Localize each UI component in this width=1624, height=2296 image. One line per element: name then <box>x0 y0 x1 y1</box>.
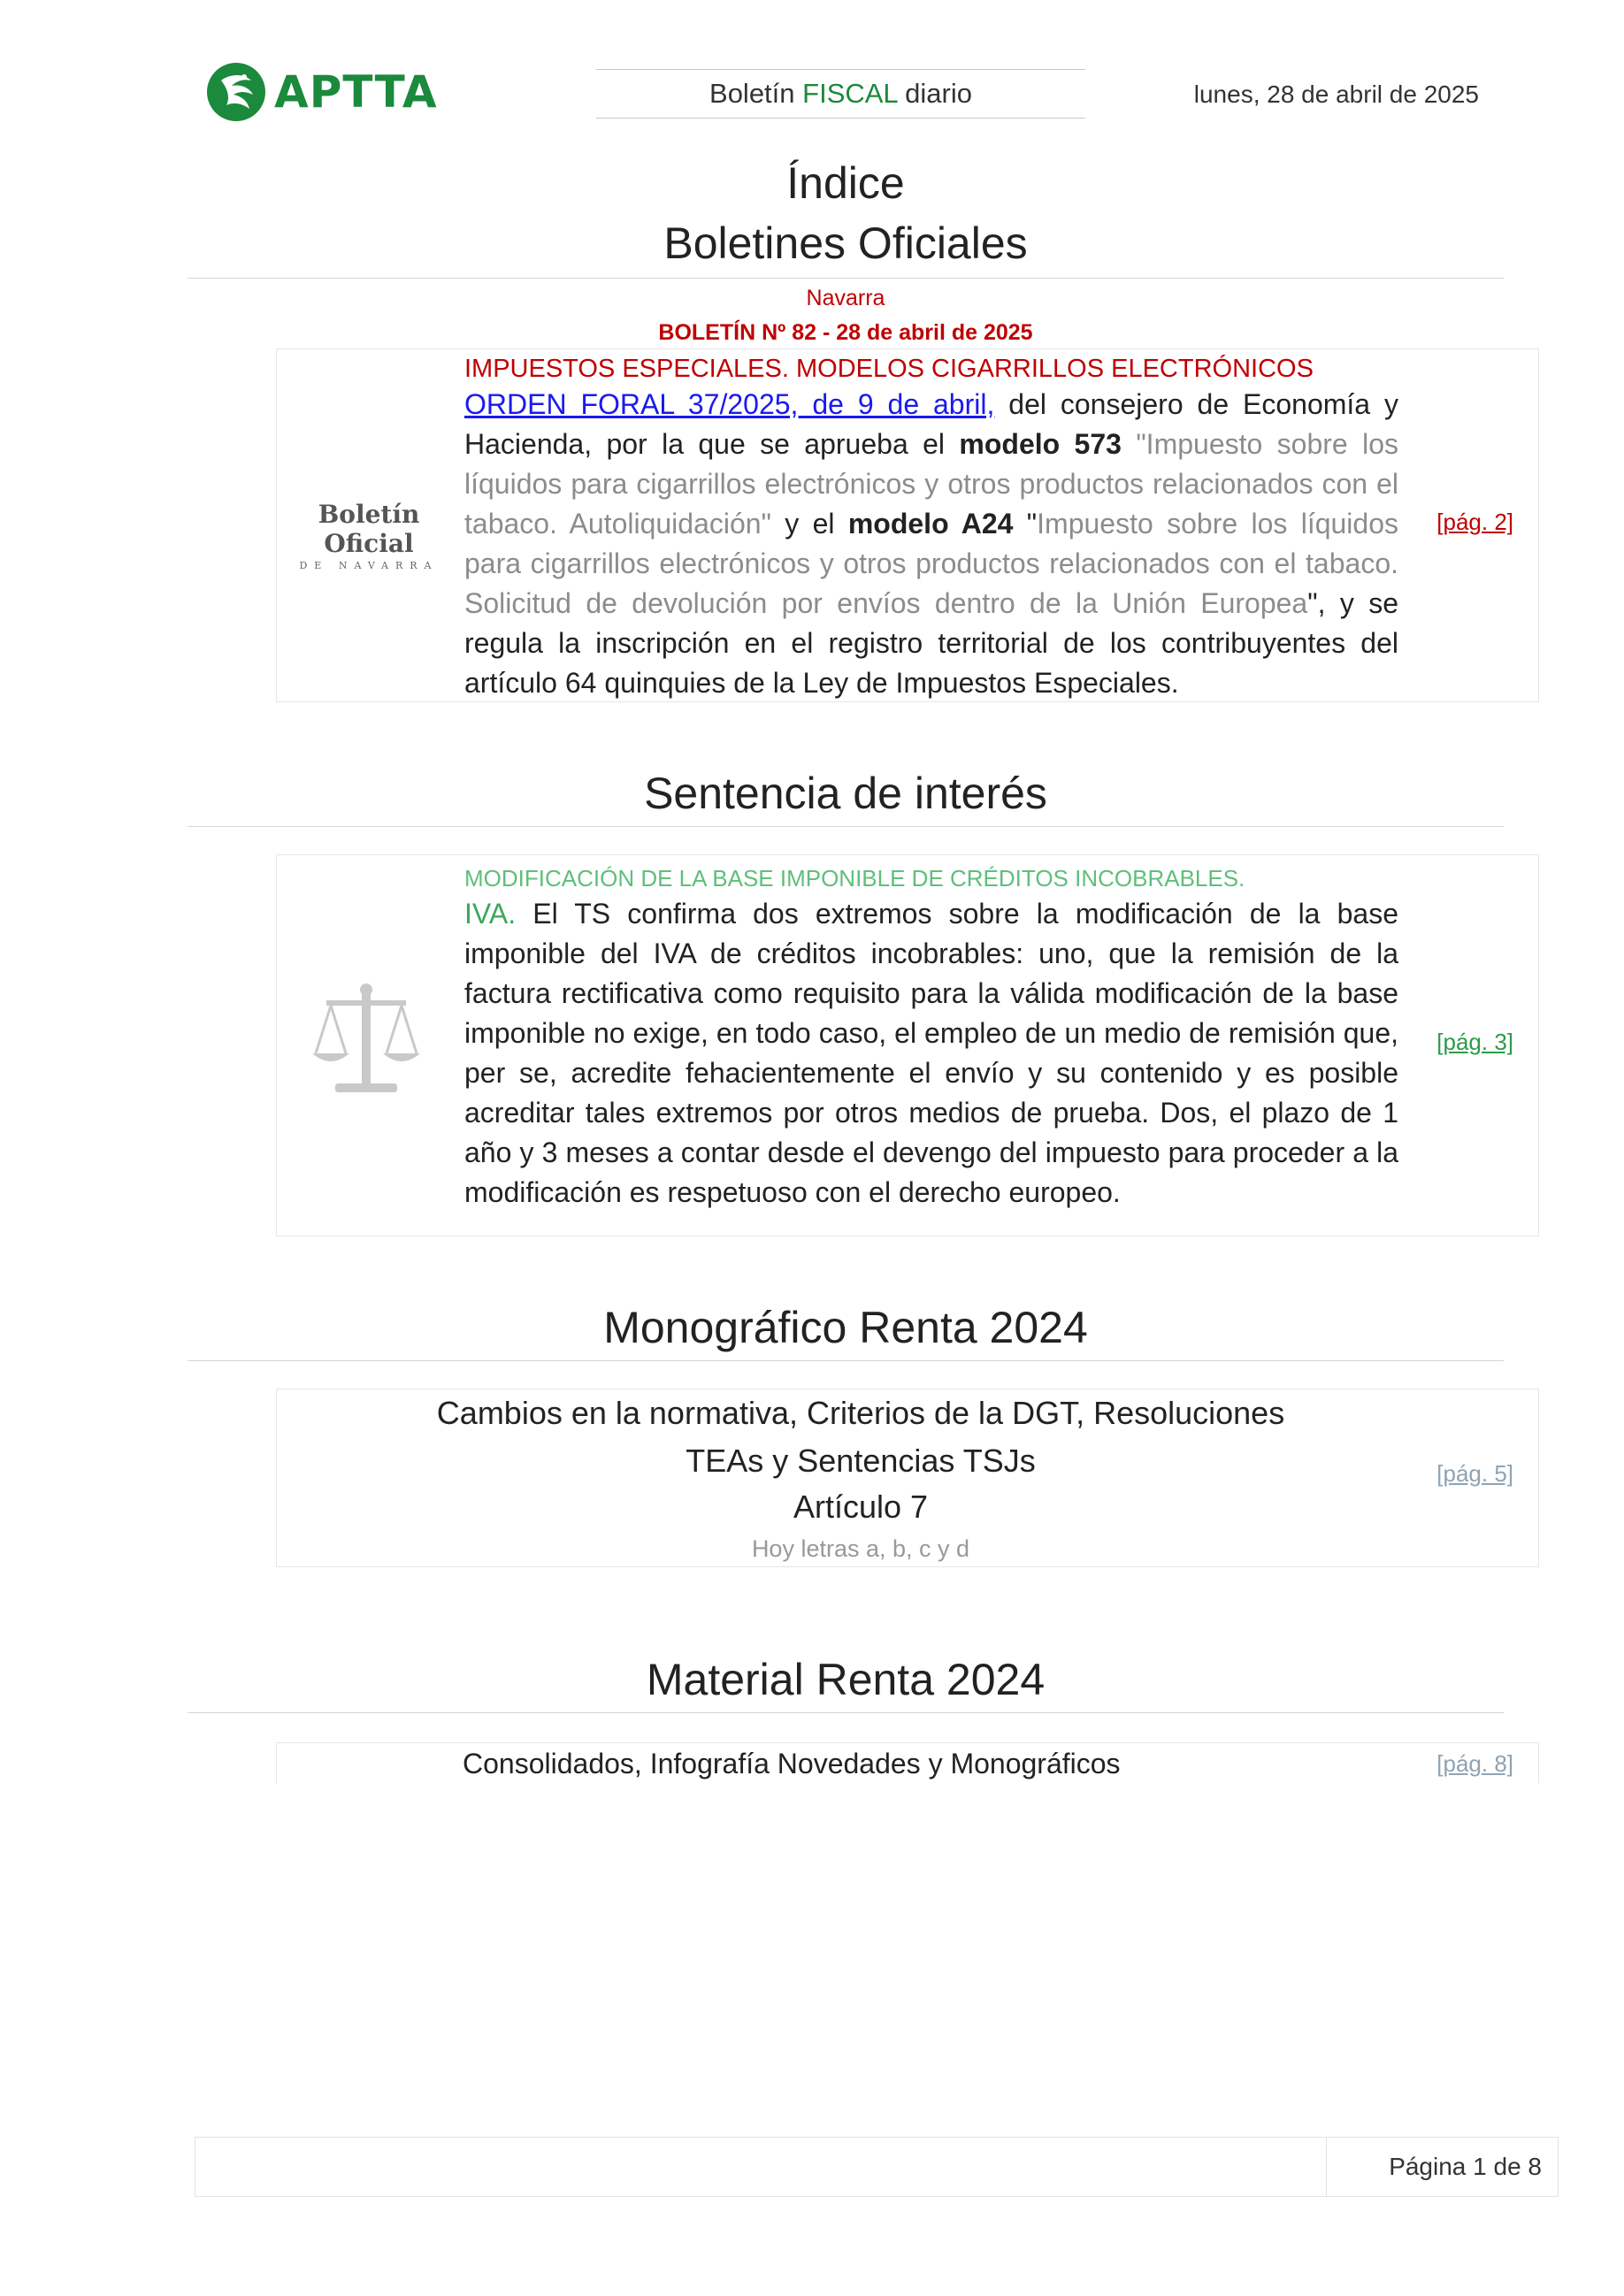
title-accent: FISCAL <box>802 78 898 109</box>
logo-text: APTTA <box>274 66 438 118</box>
section-divider <box>188 1712 1504 1713</box>
lead-iva: IVA. <box>464 898 517 930</box>
boletin-navarra-logo <box>289 500 448 571</box>
aptta-logo <box>205 58 462 126</box>
orden-foral-link[interactable]: ORDEN FORAL 37/2025, de 9 de abril, <box>464 388 995 420</box>
page-ref-8[interactable]: [pág. 8] <box>1436 1750 1513 1777</box>
page-ref-5[interactable]: [pág. 5] <box>1436 1460 1513 1487</box>
body-grey-2: Impuesto sobre los líquidos para cigarrillos electrónicos y otros productos relacionados con el tabaco. Solicitud de devolución por envíos dentro de la Unión Europea <box>464 508 1398 619</box>
card-category: MODIFICACIÓN DE LA BASE IMPONIBLE DE CRÉDITOS INCOBRABLES. <box>464 865 1245 892</box>
card-body <box>464 894 1398 1213</box>
page-footer <box>195 2137 1559 2197</box>
material-text: Consolidados, Infografía Novedades y Monográficos <box>463 1748 1121 1779</box>
mono-line-3: Artículo 7 <box>793 1489 929 1525</box>
index-title: Índice <box>786 158 905 208</box>
bulletin-title <box>596 69 1085 119</box>
logo-line-1: Boletín Oficial <box>318 500 420 558</box>
boletin-navarra-card <box>276 348 1539 702</box>
section-divider <box>188 278 1504 279</box>
material-card <box>276 1742 1539 1784</box>
section-title-monografico: Monográfico Renta 2024 <box>603 1303 1088 1352</box>
bulletin-number: BOLETÍN Nº 82 - 28 de abril de 2025 <box>658 320 1033 345</box>
section-divider <box>188 1360 1504 1361</box>
page-ref-2[interactable]: [pág. 2] <box>1436 509 1513 535</box>
logo-line-2: DE NAVARRA <box>299 560 439 571</box>
page-number: Página 1 de 8 <box>1389 2153 1542 2180</box>
monografico-text <box>418 1389 1303 1568</box>
body-text-2: y el <box>770 508 848 540</box>
body-grey-1: "Impuesto sobre los líquidos para cigarrillos electrónicos y otros productos relacionados con el tabaco. Autoliquidación" <box>464 428 1399 540</box>
mono-line-2: TEAs y Sentencias TSJs <box>686 1443 1036 1479</box>
footer-divider <box>1326 2138 1327 2196</box>
page-ref-3[interactable]: [pág. 3] <box>1436 1029 1513 1055</box>
modelo-a24: modelo A24 <box>847 508 1014 540</box>
monografico-card <box>276 1389 1539 1567</box>
section-title-sentencia: Sentencia de interés <box>644 769 1047 818</box>
card-body <box>464 385 1398 703</box>
sentencia-text: El TS confirma dos extremos sobre la modificación de la base imponible del IVA de créditos incobrables: uno, que la remisión de la factura rectificativa como requisito para la válida modificación de la base imponible no exige, en todo caso, el empleo de un medio de remisión que, per se, acredite fehacientemente el envío y su contenido y es posible acreditar tales extremos por otros medios de prueba. Dos, el plazo de 1 año y 3 meses a contar desde el devengo del impuesto para proceder a la modificación es respetuoso con el derecho europeo. <box>464 898 1398 1208</box>
mono-line-4: Hoy letras a, b, c y d <box>751 1535 970 1562</box>
mono-line-1: Cambios en la normativa, Criterios de la DGT, Resoluciones <box>436 1395 1285 1431</box>
header-date: lunes, 28 de abril de 2025 <box>1193 80 1479 108</box>
modelo-573: modelo 573 <box>959 428 1122 460</box>
card-category: IMPUESTOS ESPECIALES. MODELOS CIGARRILLOS ELECTRÓNICOS <box>464 355 1314 383</box>
title-pre: Boletín <box>709 78 803 109</box>
body-text-1: del consejero de Economía y Hacienda, por la que se aprueba el <box>464 388 1399 460</box>
body-text-4: ", y se regula la inscripción en el registro territorial de los contribuyentes del artículo 64 quinquies de la Ley de Impuestos Especiales. <box>464 587 1399 699</box>
region-label: Navarra <box>806 286 885 310</box>
body-text-3: " <box>1013 508 1038 540</box>
section-title-material: Material Renta 2024 <box>646 1655 1046 1704</box>
section-divider <box>188 826 1504 827</box>
aptta-logo-icon <box>205 61 267 123</box>
section-title-boletines: Boletines Oficiales <box>663 218 1028 268</box>
sentencia-card <box>276 854 1539 1236</box>
title-post: diario <box>897 78 972 109</box>
scales-of-justice-icon <box>309 979 424 1103</box>
